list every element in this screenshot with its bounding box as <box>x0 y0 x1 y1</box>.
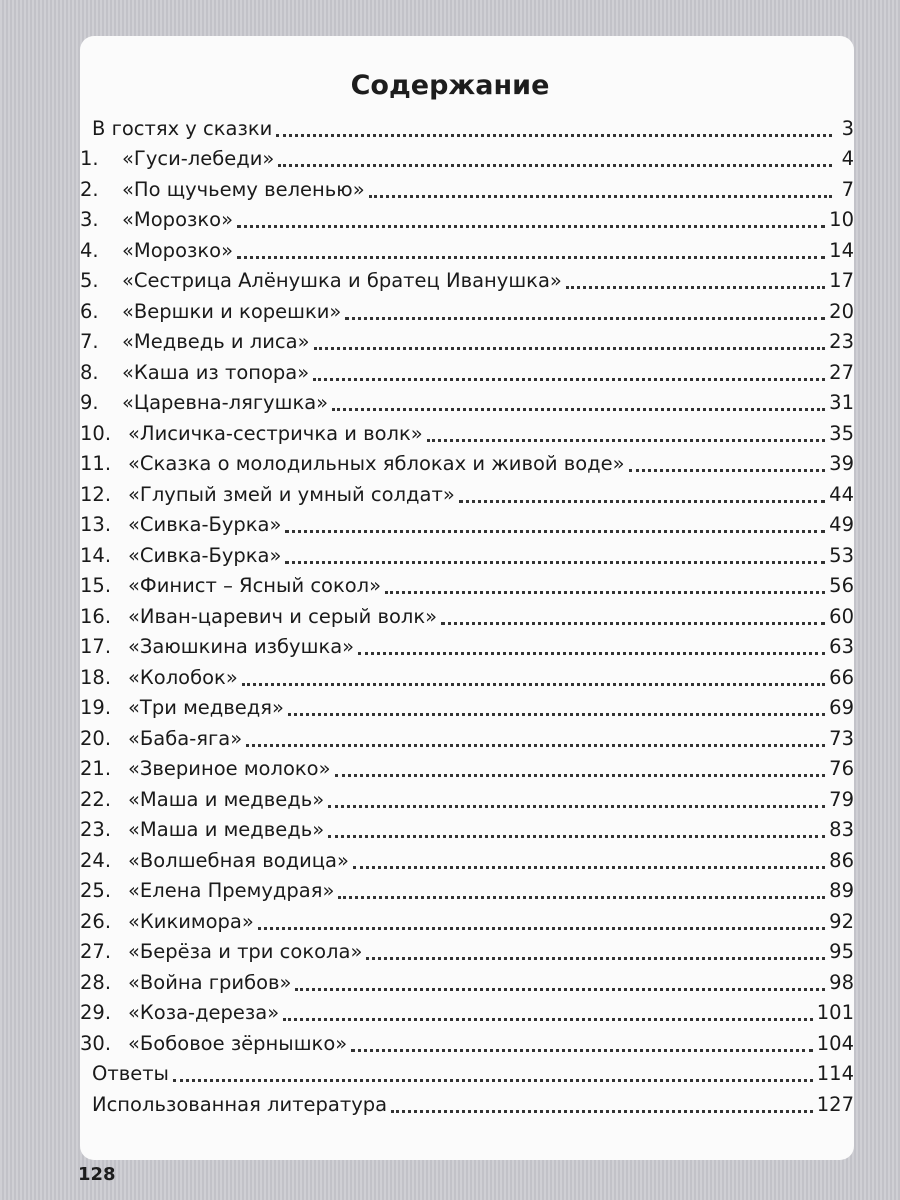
toc-entry-number: 8. <box>80 360 99 384</box>
toc-entry-number: 2. <box>80 177 99 201</box>
toc-entry-page: 17 <box>829 269 854 292</box>
toc-entry-title: «Елена Премудрая» <box>128 879 335 902</box>
toc-entry-title: «Каша из топора» <box>122 360 310 384</box>
toc-entry-number: 30. <box>80 1031 112 1055</box>
dot-leader <box>353 840 825 869</box>
dot-leader <box>285 535 825 564</box>
toc-entry-title: Ответы <box>92 1062 169 1085</box>
toc-entry-title: «Баба-яга» <box>128 726 243 750</box>
toc-entry-page: 98 <box>829 970 854 994</box>
toc-entry <box>80 904 854 935</box>
toc-entry-title: «Берёза и три сокола» <box>128 940 363 963</box>
toc-entry <box>80 416 854 447</box>
toc-entry <box>80 294 854 325</box>
toc-entry-page: 60 <box>829 604 854 628</box>
toc-entry-page: 10 <box>829 208 854 231</box>
toc-entry <box>80 172 854 203</box>
dot-leader <box>328 779 825 808</box>
toc-entry-page: 92 <box>829 909 854 933</box>
toc-entry-page: 79 <box>829 787 854 811</box>
toc-entry-page: 4 <box>841 147 854 170</box>
toc-entry <box>80 630 854 661</box>
toc-entry-number: 16. <box>80 604 112 628</box>
toc-entry-title: «Царевна-лягушка» <box>122 391 329 414</box>
dot-leader <box>391 1084 813 1113</box>
toc-entry-number: 15. <box>80 574 112 597</box>
toc-entry <box>80 996 854 1027</box>
toc-entry-title: «Сестрица Алёнушка и братец Иванушка» <box>122 269 562 292</box>
toc-entry <box>80 386 854 417</box>
toc-entry-page: 23 <box>829 330 854 353</box>
toc-entry-title: «Сказка о молодильных яблоках и живой воде» <box>128 452 625 475</box>
toc-entry-number: 18. <box>80 665 112 689</box>
toc-entry <box>80 111 854 142</box>
toc-entry-number: 9. <box>80 391 99 414</box>
dot-leader <box>237 199 825 228</box>
toc-entry-title: «Война грибов» <box>128 970 292 994</box>
toc-entry-title: «Три медведя» <box>128 696 284 719</box>
dot-leader <box>335 748 826 777</box>
toc-entry-page: 66 <box>829 665 854 689</box>
toc-entry-page: 39 <box>829 452 854 475</box>
dot-leader <box>427 413 825 442</box>
toc-entry-title: «Вершки и корешки» <box>122 299 342 323</box>
dot-leader <box>385 565 825 594</box>
toc-entry <box>80 355 854 386</box>
toc-entry <box>80 1057 854 1088</box>
toc-entry <box>80 813 854 844</box>
dot-leader <box>283 992 813 1021</box>
toc-entry-number: 12. <box>80 482 112 506</box>
toc-entry-title: «Колобок» <box>128 665 238 689</box>
dot-leader <box>328 809 825 838</box>
page-title: Содержание <box>350 70 550 101</box>
toc-entry-page: 95 <box>829 940 854 963</box>
dot-leader <box>366 931 825 960</box>
toc-entry-number: 7. <box>80 330 99 353</box>
toc-entry <box>80 691 854 722</box>
dot-leader <box>242 657 825 686</box>
toc-entry-title: «По щучьему веленью» <box>122 177 365 201</box>
toc-entry-page: 89 <box>829 879 854 902</box>
toc-entry-title: «Лисичка-сестричка и волк» <box>128 421 423 445</box>
toc-entry <box>80 447 854 478</box>
toc-entry-page: 14 <box>829 238 854 262</box>
toc-entry-page: 53 <box>829 543 854 567</box>
toc-entry-title: «Коза-дереза» <box>128 1001 280 1024</box>
toc-entry-title: «Заюшкина избушка» <box>128 635 355 658</box>
toc-entry-title: «Маша и медведь» <box>128 818 325 841</box>
dot-leader <box>629 443 826 472</box>
page-number: 128 <box>78 1164 116 1185</box>
toc-entry-title: «Маша и медведь» <box>128 787 325 811</box>
toc-entry-number: 3. <box>80 208 99 231</box>
toc-entry-title: «Морозко» <box>122 238 234 262</box>
toc-entry-number: 24. <box>80 848 112 872</box>
toc-entry-number: 20. <box>80 726 112 750</box>
toc-entry-page: 49 <box>829 513 854 536</box>
toc-entry-page: 63 <box>829 635 854 658</box>
toc-entry <box>80 935 854 966</box>
toc-entry-title: Использованная литература <box>92 1092 388 1116</box>
toc-entry-title: В гостях у сказки <box>92 116 273 140</box>
toc-entry-title: «Бобовое зёрнышко» <box>128 1031 348 1055</box>
toc-entry <box>80 538 854 569</box>
toc-entry <box>80 660 854 691</box>
toc-entry <box>80 569 854 600</box>
dot-leader <box>258 901 825 930</box>
dot-leader <box>369 169 832 198</box>
dot-leader <box>332 382 825 411</box>
toc-entry-title: «Иван-царевич и серый волк» <box>128 604 438 628</box>
toc-entry <box>80 477 854 508</box>
toc-entry-page: 35 <box>829 421 854 445</box>
toc-entry-page: 101 <box>816 1001 854 1024</box>
dot-leader <box>441 596 825 625</box>
dot-leader <box>314 321 826 350</box>
toc-entry-number: 5. <box>80 269 99 292</box>
toc-entry-page: 7 <box>841 177 854 201</box>
toc-entry-number: 23. <box>80 818 112 841</box>
dot-leader <box>278 138 832 167</box>
dot-leader <box>351 1023 813 1052</box>
dot-leader <box>345 291 825 320</box>
dot-leader <box>288 687 825 716</box>
toc-entry-number: 22. <box>80 787 112 811</box>
toc-entry-page: 3 <box>841 116 854 140</box>
dot-leader <box>285 504 825 533</box>
toc-entry-number: 6. <box>80 299 99 323</box>
toc-entry <box>80 325 854 356</box>
toc-entry-title: «Звериное молоко» <box>128 757 331 780</box>
toc-entry-title: «Сивка-Бурка» <box>128 513 282 536</box>
dot-leader <box>276 108 832 137</box>
toc-entry-page: 31 <box>829 391 854 414</box>
dot-leader <box>313 352 825 381</box>
toc-entry <box>80 599 854 630</box>
dot-leader <box>358 626 825 655</box>
toc-entry <box>80 1026 854 1057</box>
toc-entry-number: 14. <box>80 543 112 567</box>
toc-entry-number: 19. <box>80 696 112 719</box>
dot-leader <box>338 870 825 899</box>
toc-entry-page: 56 <box>829 574 854 597</box>
toc-entry-number: 1. <box>80 147 99 170</box>
toc-entry-number: 26. <box>80 909 112 933</box>
dot-leader <box>246 718 825 747</box>
toc-entry <box>80 233 854 264</box>
toc-entry <box>80 752 854 783</box>
toc-entry-number: 28. <box>80 970 112 994</box>
toc-entry-number: 13. <box>80 513 112 536</box>
toc-entry <box>80 874 854 905</box>
toc-entry-page: 127 <box>816 1092 854 1116</box>
toc-entry-number: 17. <box>80 635 112 658</box>
toc-entry <box>80 203 854 234</box>
toc-entry-title: «Медведь и лиса» <box>122 330 310 353</box>
toc-entry-number: 10. <box>80 421 112 445</box>
toc-entry-title: «Морозко» <box>122 208 234 231</box>
toc-entry-page: 83 <box>829 818 854 841</box>
toc-entry <box>80 508 854 539</box>
toc-entry <box>80 142 854 173</box>
toc-entry <box>80 721 854 752</box>
toc-entry-title: «Гуси-лебеди» <box>122 147 275 170</box>
toc-entry-page: 73 <box>829 726 854 750</box>
toc-entry-page: 114 <box>816 1062 854 1085</box>
toc-entry-page: 20 <box>829 299 854 323</box>
dot-leader <box>173 1053 813 1082</box>
toc-entry <box>80 782 854 813</box>
toc-entry-title: «Кикимора» <box>128 909 254 933</box>
toc-entry-number: 29. <box>80 1001 112 1024</box>
toc-entry-number: 11. <box>80 452 112 475</box>
toc-entry <box>80 264 854 295</box>
toc-entry-title: «Глупый змей и умный солдат» <box>128 482 455 506</box>
dot-leader <box>566 260 825 289</box>
toc-entry-title: «Финист – Ясный сокол» <box>128 574 382 597</box>
toc-entry-number: 4. <box>80 238 99 262</box>
toc-entry-number: 27. <box>80 940 112 963</box>
dot-leader <box>459 474 825 503</box>
toc-entry-page: 104 <box>816 1031 854 1055</box>
toc-entry-page: 69 <box>829 696 854 719</box>
dot-leader <box>295 962 825 991</box>
toc-entry-page: 27 <box>829 360 854 384</box>
toc-entry <box>80 965 854 996</box>
toc-entry-title: «Волшебная водица» <box>128 848 349 872</box>
toc-entry <box>80 843 854 874</box>
toc-entry-title: «Сивка-Бурка» <box>128 543 282 567</box>
toc-entry-number: 21. <box>80 757 112 780</box>
toc-entry-number: 25. <box>80 879 112 902</box>
table-of-contents <box>80 111 854 1118</box>
toc-entry-page: 76 <box>829 757 854 780</box>
toc-entry <box>80 1087 854 1118</box>
toc-entry-page: 44 <box>829 482 854 506</box>
dot-leader <box>237 230 825 259</box>
toc-entry-page: 86 <box>829 848 854 872</box>
